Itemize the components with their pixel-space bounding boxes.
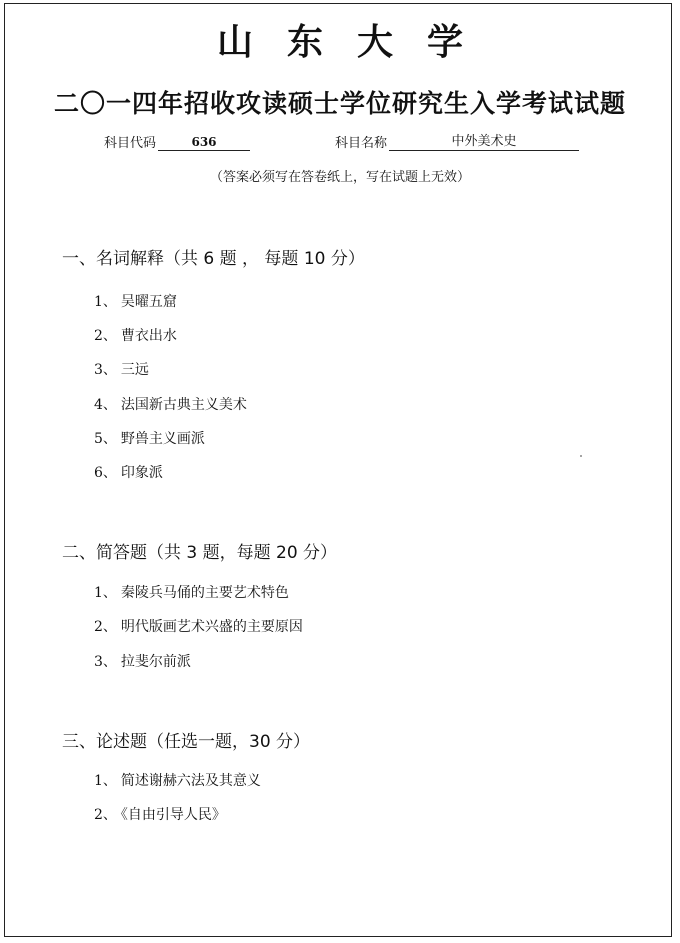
item-text: 拉斐尔前派 — [120, 654, 191, 670]
section-1-item-2 — [94, 325, 177, 345]
item-number: 1、 — [94, 294, 117, 310]
university-title: 山东大学 — [216, 22, 497, 63]
section-1-item-1 — [94, 291, 177, 311]
item-text: 简述谢赫六法及其意义 — [120, 773, 261, 789]
item-number: 3、 — [94, 654, 117, 670]
item-number: 2、 — [94, 619, 117, 635]
item-text: 吴曜五窟 — [120, 294, 177, 310]
section-2-item-3 — [94, 651, 191, 671]
item-number: 3、 — [94, 362, 117, 378]
section-3-item-2 — [94, 804, 226, 824]
section-1-heading: 一、名词解释（共 6 题 ， 每题 10 分） — [62, 249, 365, 269]
exam-title: 二〇一四年招收攻读硕士学位研究生入学考试试题 — [53, 89, 626, 118]
item-number: 2、 — [94, 807, 117, 823]
section-3-item-1 — [94, 770, 261, 790]
section-2-heading: 二、简答题（共 3 题，每题 20 分） — [62, 543, 338, 563]
section-2-item-2 — [94, 616, 303, 636]
section-2-item-1 — [94, 582, 289, 602]
item-text: 三远 — [120, 362, 149, 378]
item-text: 印象派 — [120, 465, 163, 481]
item-number: 1、 — [94, 773, 117, 789]
section-1-item-6 — [94, 462, 163, 482]
subject-name-row — [335, 132, 579, 151]
item-text: 明代版画艺术兴盛的主要原因 — [120, 619, 303, 635]
item-number: 4、 — [94, 397, 117, 413]
section-1-item-3 — [94, 359, 149, 379]
scan-speck — [580, 455, 582, 457]
item-text: 法国新古典主义美术 — [120, 397, 247, 413]
section-1-item-4 — [94, 394, 247, 414]
item-text: 秦陵兵马俑的主要艺术特色 — [120, 585, 289, 601]
item-text: 曹衣出水 — [120, 328, 177, 344]
answer-notice: （答案必须写在答卷纸上，写在试题上无效） — [209, 170, 470, 185]
section-1-item-5 — [94, 428, 205, 448]
item-number: 6、 — [94, 465, 117, 481]
item-number: 2、 — [94, 328, 117, 344]
item-text: 《自由引导人民》 — [120, 807, 226, 823]
subject-name-value: 中外美术史 — [389, 134, 579, 151]
item-number: 5、 — [94, 431, 117, 447]
subject-code-label: 科目代码 — [104, 136, 157, 151]
subject-code-value: 636 — [158, 134, 250, 151]
subject-name-label: 科目名称 — [335, 136, 388, 151]
subject-code-row — [104, 132, 250, 151]
item-number: 1、 — [94, 585, 117, 601]
section-3-heading: 三、论述题（任选一题，30 分） — [62, 732, 311, 752]
item-text: 野兽主义画派 — [120, 431, 205, 447]
